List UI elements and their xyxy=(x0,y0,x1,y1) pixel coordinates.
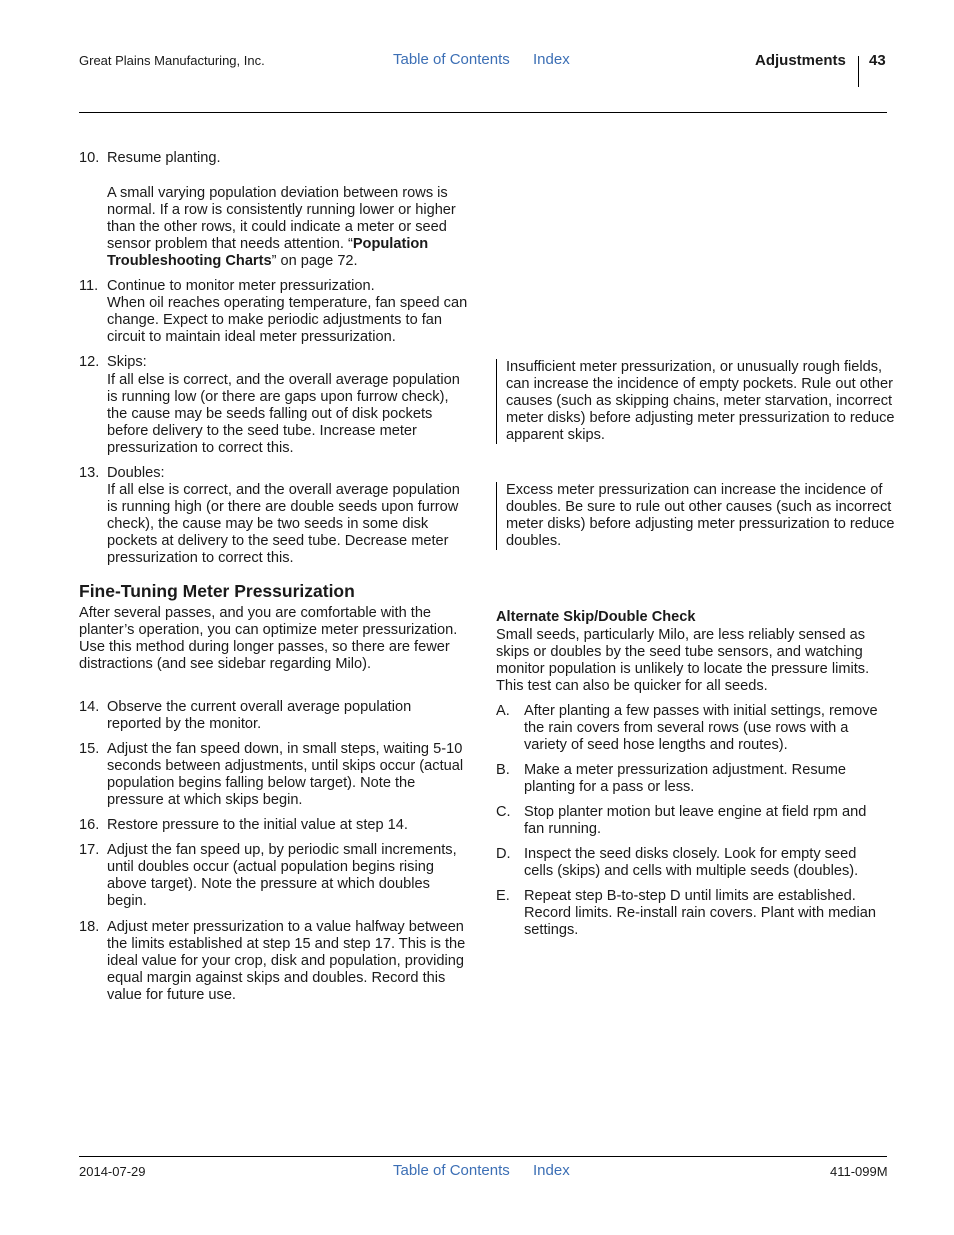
step-text: Adjust the fan speed down, in small steps, waiting 5-10 seconds between adjustments, until skips occur (actual population begins falling below target). Note the pressure at which skips begin. xyxy=(107,741,464,809)
document-number: 411-099M xyxy=(830,1164,888,1179)
subsection-intro: Small seeds, particularly Milo, are less reliably sensed as skips or doubles by the seed tube sensors, and watching monitor population is unlikely to locate the pressure limits. This test can also be quicker for all seeds. xyxy=(496,627,870,695)
footer-rule xyxy=(79,1156,887,1157)
step-body: If all else is correct, and the overall average population is running low (or there are gaps upon furrow check), the cause may be seeds falling out of disk pockets before delivery to the seed tube. Increase meter pressurization to correct this. xyxy=(107,372,460,457)
company-name: Great Plains Manufacturing, Inc. xyxy=(79,53,265,68)
step-text: Stop planter motion but leave engine at field rpm and fan running. xyxy=(524,804,867,838)
step-text: Adjust the fan speed up, by periodic small increments, until doubles occur (actual population begins rising above target). Note the pressure at which doubles begin. xyxy=(107,842,457,910)
step-body-text: A small varying population deviation between rows is normal. If a row is consistently running lower or higher than the other rows, it could indicate a meter or seed sensor problem that needs attention. “ xyxy=(107,185,456,253)
section-heading: Fine-Tuning Meter Pressurization xyxy=(79,581,355,601)
step-letter: A. xyxy=(496,703,510,719)
step-body xyxy=(107,185,469,270)
step-number: 11. xyxy=(79,278,99,294)
step-number: 15. xyxy=(79,741,100,757)
header-toc-link[interactable]: Table of Contents xyxy=(393,51,510,68)
cross-reference: Population Troubleshooting Charts xyxy=(107,236,429,270)
footer-index-link[interactable]: Index xyxy=(533,1162,570,1179)
step-number: 12. xyxy=(79,354,100,370)
header-divider xyxy=(858,56,859,87)
step-body-text: ” on page 72. xyxy=(271,253,358,270)
step-number: 13. xyxy=(79,465,100,481)
subsection-heading: Alternate Skip/Double Check xyxy=(496,609,696,625)
sidebar-note-doubles: Excess meter pressurization can increase the incidence of doubles. Be sure to rule out other causes (such as incorrect meter disks) before adjusting meter pressurization to reduce doubles. xyxy=(496,482,896,550)
step-letter: C. xyxy=(496,804,511,820)
section-title: Adjustments xyxy=(755,52,846,69)
step-title: Doubles: xyxy=(107,465,165,481)
step-letter: E. xyxy=(496,888,510,904)
step-body: If all else is correct, and the overall average population is running high (or there are double seeds upon furrow check), the cause may be two seeds in some disk pockets at delivery to the seed tube. Decrease meter pressurization to correct this. xyxy=(107,482,460,567)
header-rule xyxy=(79,112,887,113)
step-title: Skips: xyxy=(107,354,147,370)
step-title: Continue to monitor meter pressurization. xyxy=(107,278,375,294)
step-title: Resume planting. xyxy=(107,150,221,166)
section-intro: After several passes, and you are comfortable with the planter’s operation, you can optimize meter pressurization. Use this method during longer passes, so there are fewer distractions (and see sidebar regarding Milo). xyxy=(79,605,458,673)
step-text: Observe the current overall average population reported by the monitor. xyxy=(107,699,412,733)
publication-date: 2014-07-29 xyxy=(79,1164,146,1179)
page-number: 43 xyxy=(869,52,886,69)
step-number: 18. xyxy=(79,919,100,935)
step-number: 17. xyxy=(79,842,100,858)
step-body: When oil reaches operating temperature, fan speed can change. Expect to make periodic adjustments to fan circuit to maintain ideal meter pressurization. xyxy=(107,295,468,346)
step-letter: B. xyxy=(496,762,510,778)
step-text: Adjust meter pressurization to a value halfway between the limits established at step 15 and step 17. This is the ideal value for your crop, disk and population, providing equal margin against skips and doubles. Record this value for future use. xyxy=(107,919,466,1004)
step-text: Restore pressure to the initial value at step 14. xyxy=(107,817,408,833)
header-index-link[interactable]: Index xyxy=(533,51,570,68)
footer-toc-link[interactable]: Table of Contents xyxy=(393,1162,510,1179)
step-text: Repeat step B-to-step D until limits are established. Record limits. Re-install rain covers. Plant with median settings. xyxy=(524,888,876,939)
step-text: After planting a few passes with initial settings, remove the rain covers from several rows (use rows with a variety of seed hose lengths and routes). xyxy=(524,703,878,754)
step-number: 14. xyxy=(79,699,100,715)
step-text: Make a meter pressurization adjustment. Resume planting for a pass or less. xyxy=(524,762,847,796)
step-number: 16. xyxy=(79,817,100,833)
step-letter: D. xyxy=(496,846,511,862)
sidebar-note-skips: Insufficient meter pressurization, or unusually rough fields, can increase the incidence of empty pockets. Rule out other causes (such as skipping chains, meter starvation, incorrect meter disks) before adjusting meter pressurization to reduce apparent skips. xyxy=(496,359,896,444)
step-number: 10. xyxy=(79,150,100,166)
step-text: Inspect the seed disks closely. Look for empty seed cells (skips) and cells with multiple seeds (doubles). xyxy=(524,846,859,880)
